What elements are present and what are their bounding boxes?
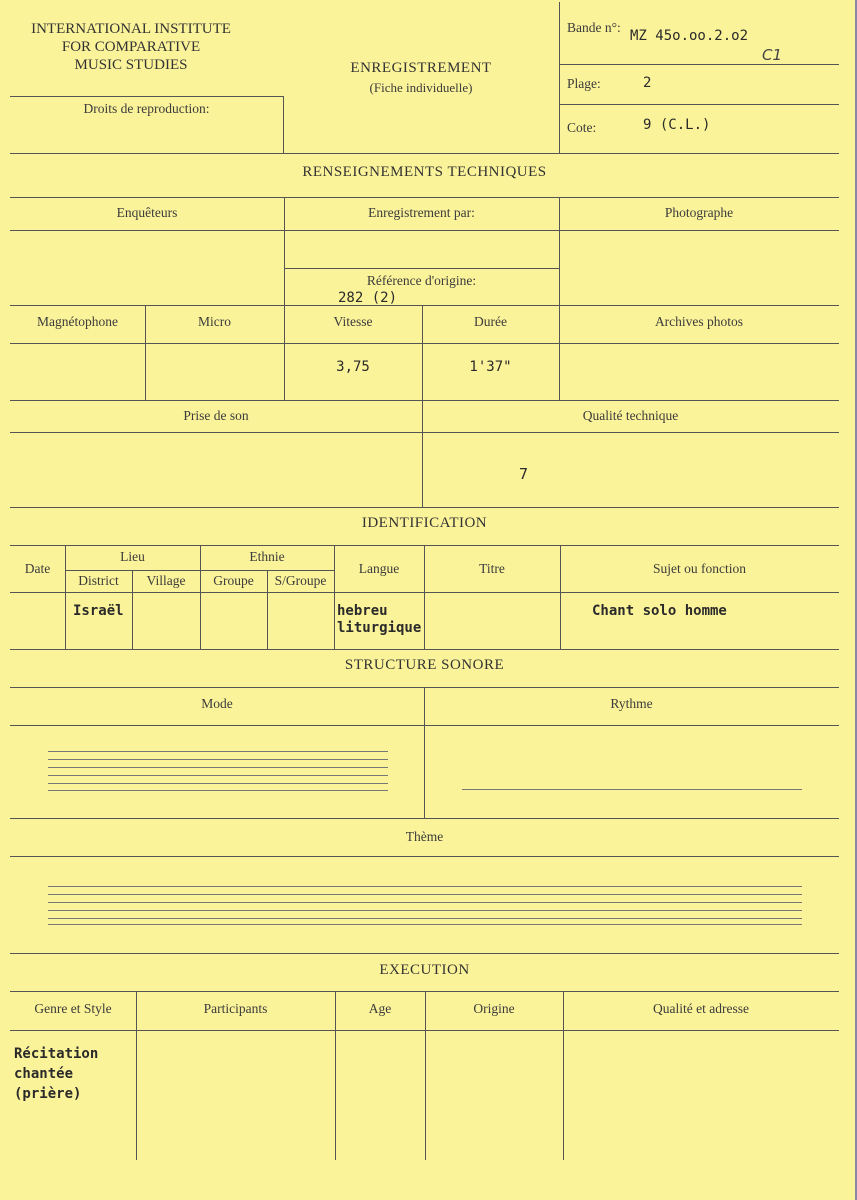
theme-label: Thème — [405, 829, 444, 844]
ethnie-label: Ethnie — [249, 549, 285, 564]
participants-label: Participants — [203, 1001, 268, 1016]
langue-value-line-1: hebreu — [337, 603, 388, 619]
form-title: ENREGISTREMENT — [350, 60, 492, 76]
rule — [283, 96, 284, 153]
sgroupe-label: S/Groupe — [274, 573, 327, 588]
rythme-label: Rythme — [610, 696, 653, 711]
rule — [10, 343, 839, 344]
sujet-value: Chant solo homme — [592, 603, 727, 619]
rule — [65, 570, 334, 571]
rights-label: Droits de reproduction: — [83, 101, 210, 116]
reference-value: 282 (2) — [338, 290, 398, 306]
duree-value: 1'37" — [469, 359, 512, 375]
bande-value: MZ 45o.oo.2.o2 — [630, 28, 749, 44]
institute-name — [0, 20, 262, 74]
rule — [10, 153, 839, 154]
genre-value-line-3: (prière) — [14, 1086, 82, 1102]
rule — [10, 856, 839, 857]
bande-label: Bande n°: — [567, 20, 621, 35]
rule — [10, 400, 839, 401]
rule — [10, 305, 839, 306]
vitesse-value: 3,75 — [336, 359, 370, 375]
staff-line — [48, 894, 802, 895]
genre-value — [14, 1044, 98, 1104]
section-title-structure: STRUCTURE SONORE — [344, 657, 505, 673]
cote-label: Cote: — [567, 120, 597, 135]
rule — [284, 268, 559, 269]
village-label: Village — [146, 573, 186, 588]
section-title-execution: EXECUTION — [379, 962, 470, 978]
staff-line — [48, 910, 802, 911]
langue-value — [337, 603, 421, 637]
rule — [10, 953, 839, 954]
rule — [559, 197, 560, 400]
section-title-technical: RENSEIGNEMENTS TECHNIQUES — [302, 164, 547, 180]
rule — [10, 649, 839, 650]
micro-label: Micro — [198, 314, 231, 329]
age-label: Age — [368, 1001, 392, 1016]
staff-line — [48, 751, 388, 752]
rule — [10, 507, 839, 508]
staff-line — [48, 775, 388, 776]
magnetophone-label: Magnétophone — [37, 314, 118, 329]
rule — [10, 96, 283, 97]
institute-line-3: MUSIC STUDIES — [74, 57, 188, 73]
institute-line-2: FOR COMPARATIVE — [61, 39, 201, 55]
rule — [10, 592, 839, 593]
lieu-label: Lieu — [120, 549, 145, 564]
bande-handwritten: C1 — [762, 46, 783, 64]
genre-value-line-1: Récitation — [14, 1046, 99, 1062]
rule — [559, 104, 839, 105]
staff-line — [48, 886, 802, 887]
district-value: Israël — [73, 603, 124, 619]
staff-line — [48, 783, 388, 784]
archives-label: Archives photos — [654, 314, 744, 329]
genre-value-line-2: chantée — [14, 1066, 74, 1082]
district-label: District — [78, 573, 119, 588]
rule — [559, 64, 839, 65]
date-label: Date — [24, 561, 51, 576]
qualite-technique-label: Qualité technique — [582, 408, 679, 423]
staff-line — [48, 918, 802, 919]
rhythm-line — [462, 789, 802, 790]
reference-label: Référence d'origine: — [366, 273, 477, 288]
staff-line — [48, 790, 388, 791]
mode-label: Mode — [201, 696, 233, 711]
qualite-adresse-label: Qualité et adresse — [653, 1001, 749, 1016]
enqueteurs-label: Enquêteurs — [116, 205, 178, 220]
rule — [10, 197, 839, 198]
cote-value: 9 (C.L.) — [643, 117, 711, 133]
rule — [10, 818, 839, 819]
plage-label: Plage: — [567, 76, 601, 91]
duree-label: Durée — [474, 314, 507, 329]
form-subtitle: (Fiche individuelle) — [369, 80, 473, 95]
staff-line — [48, 767, 388, 768]
institute-line-1: INTERNATIONAL INSTITUTE — [31, 21, 231, 37]
qualite-technique-value: 7 — [519, 465, 529, 483]
rule — [10, 1030, 839, 1031]
rule — [10, 432, 839, 433]
staff-line — [48, 759, 388, 760]
plage-value: 2 — [643, 75, 652, 91]
langue-label: Langue — [358, 561, 400, 576]
photographe-label: Photographe — [664, 205, 734, 220]
sujet-label: Sujet ou fonction — [653, 561, 746, 576]
langue-value-line-2: liturgique — [337, 620, 422, 636]
rule — [10, 230, 839, 231]
origine-label: Origine — [473, 1001, 515, 1016]
section-title-identification: IDENTIFICATION — [361, 515, 488, 531]
staff-line — [48, 924, 802, 925]
vitesse-label: Vitesse — [333, 314, 373, 329]
rule — [559, 2, 560, 153]
enregistrement-label: Enregistrement par: — [368, 205, 475, 220]
prise-de-son-label: Prise de son — [183, 408, 249, 423]
genre-label: Genre et Style — [34, 1001, 112, 1016]
groupe-label: Groupe — [213, 573, 254, 588]
rule — [10, 725, 839, 726]
titre-label: Titre — [479, 561, 505, 576]
staff-line — [48, 902, 802, 903]
